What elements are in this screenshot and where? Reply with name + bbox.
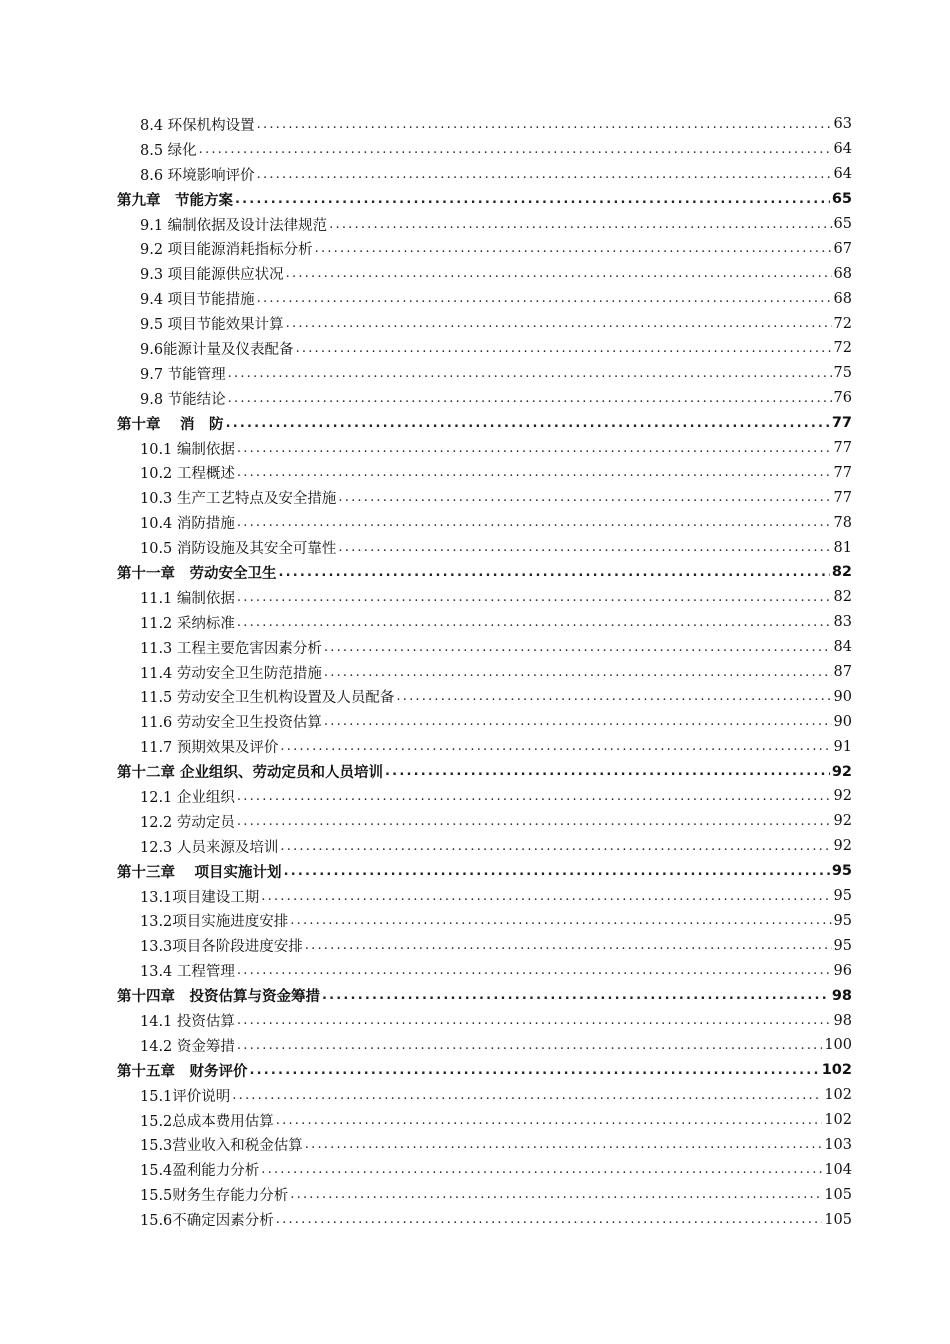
toc-entry-title: 15.5财务生存能力分析 [140,1188,289,1205]
toc-entry-title: 12.2 劳动定员 [140,814,235,831]
toc-entry-page-number: 72 [833,315,852,332]
dot-leader [396,689,831,704]
toc-entry-title: 第十一章 劳动安全卫生 [117,565,277,582]
toc-entry-page-number: 64 [833,141,852,158]
toc-entry-title: 10.3 生产工艺特点及安全措施 [140,491,337,508]
toc-entry-page-number: 77 [831,415,852,432]
dot-leader [226,416,830,431]
toc-entry-page-number: 102 [821,1062,852,1079]
toc-section-entry[interactable] [117,1207,852,1232]
toc-section-entry[interactable] [117,336,852,361]
dot-leader [235,192,830,207]
toc-entry-title: 9.8 节能结论 [140,391,226,408]
toc-entry-page-number: 92 [833,788,852,805]
toc-section-entry[interactable] [117,1083,852,1108]
toc-entry-page-number: 82 [833,589,852,606]
toc-entry-page-number: 87 [833,664,852,681]
toc-entry-title: 10.2 工程概述 [140,466,235,483]
toc-entry-page-number: 75 [833,365,852,382]
toc-chapter-entry[interactable] [117,983,852,1008]
dot-leader [329,217,831,232]
dot-leader [276,1212,823,1227]
dot-leader [338,540,831,555]
toc-entry-title: 11.2 采纳标准 [140,615,235,632]
dot-leader [324,640,832,655]
toc-entry-title: 12.3 人员来源及培训 [140,839,279,856]
toc-entry-page-number: 72 [833,340,852,357]
toc-section-entry[interactable] [117,884,852,909]
table-of-contents [117,112,852,1232]
toc-entry-page-number: 90 [833,713,852,730]
toc-section-entry[interactable] [117,212,852,237]
toc-entry-title: 9.3 项目能源供应状况 [140,267,284,284]
toc-entry-page-number: 77 [833,440,852,457]
toc-entry-page-number: 102 [824,1112,852,1129]
toc-entry-title: 9.7 节能管理 [140,366,226,383]
toc-section-entry[interactable] [117,1182,852,1207]
dot-leader [322,988,830,1003]
toc-section-entry[interactable] [117,1157,852,1182]
toc-entry-title: 9.2 项目能源消耗指标分析 [140,242,313,259]
toc-section-entry[interactable] [117,311,852,336]
toc-chapter-entry[interactable] [117,759,852,784]
toc-entry-title: 15.3营业收入和税金估算 [140,1138,303,1155]
toc-section-entry[interactable] [117,236,852,261]
toc-entry-page-number: 65 [831,191,852,208]
toc-entry-title: 14.1 投资估算 [140,1014,235,1030]
toc-entry-title: 11.4 劳动安全卫生防范措施 [140,665,322,682]
dot-leader [305,1137,823,1152]
toc-entry-title: 15.4盈利能力分析 [140,1163,260,1180]
toc-entry-title: 第十四章 投资估算与资金筹措 [117,989,320,1006]
toc-entry-page-number: 91 [833,738,852,755]
toc-entry-title: 第十章 消 防 [117,416,224,433]
toc-entry-title: 13.3项目各阶段进度安排 [140,939,303,956]
toc-entry-title: 9.6能源计量及仪表配备 [140,341,294,358]
toc-entry-title: 11.6 劳动安全卫生投资估算 [140,715,322,732]
dot-leader [296,341,832,356]
toc-entry-page-number: 98 [833,1012,852,1029]
toc-section-entry[interactable] [117,585,852,610]
toc-section-entry[interactable] [117,784,852,809]
toc-entry-title: 第十二章 企业组织、劳动定员和人员培训 [117,765,384,782]
toc-entry-page-number: 100 [824,1037,852,1054]
toc-section-entry[interactable] [117,112,852,137]
toc-entry-page-number: 95 [833,912,852,929]
dot-leader [284,864,830,879]
toc-entry-page-number: 83 [833,614,852,631]
dot-leader [261,1162,822,1177]
toc-section-entry[interactable] [117,610,852,635]
dot-leader [237,465,832,480]
dot-leader [237,441,832,456]
dot-leader [237,615,832,630]
toc-entry-title: 第九章 节能方案 [117,192,233,209]
toc-entry-page-number: 81 [833,539,852,556]
dot-leader [232,1088,822,1103]
toc-entry-page-number: 92 [831,763,852,780]
dot-leader [305,938,832,953]
toc-chapter-entry[interactable] [117,859,852,884]
dot-leader [257,291,832,306]
toc-entry-page-number: 105 [824,1186,852,1203]
toc-entry-title: 10.1 编制依据 [140,441,235,458]
dot-leader [280,739,831,754]
dot-leader [290,913,831,928]
toc-section-entry[interactable] [117,137,852,162]
dot-leader [385,764,830,779]
toc-entry-title: 11.7 预期效果及评价 [140,740,279,757]
toc-entry-page-number: 92 [833,838,852,855]
toc-entry-title: 9.1 编制依据及设计法律规范 [140,217,328,234]
toc-section-entry[interactable] [117,460,852,485]
toc-section-entry[interactable] [117,933,852,958]
toc-section-entry[interactable] [117,286,852,311]
dot-leader [338,490,831,505]
toc-section-entry[interactable] [117,436,852,461]
toc-entry-page-number: 95 [833,937,852,954]
toc-chapter-entry[interactable] [117,187,852,212]
toc-chapter-entry[interactable] [117,560,852,585]
toc-entry-page-number: 95 [831,863,852,880]
toc-entry-page-number: 77 [833,464,852,481]
toc-entry-page-number: 64 [833,166,852,183]
toc-entry-page-number: 63 [833,116,852,133]
toc-entry-title: 8.5 绿化 [140,142,197,159]
toc-section-entry[interactable] [117,386,852,411]
dot-leader [237,515,832,530]
toc-entry-page-number: 98 [831,987,852,1004]
toc-section-entry[interactable] [117,635,852,660]
toc-entry-title: 15.1评价说明 [140,1088,231,1105]
toc-entry-title: 13.2项目实施进度安排 [140,914,289,931]
toc-section-entry[interactable] [117,958,852,983]
toc-entry-page-number: 68 [833,290,852,307]
dot-leader [276,1113,823,1128]
toc-entry-title: 9.5 项目节能效果计算 [140,317,284,334]
dot-leader [286,266,832,281]
toc-entry-title: 11.3 工程主要危害因素分析 [140,640,322,657]
toc-section-entry[interactable] [117,1108,852,1133]
toc-entry-title: 10.5 消防设施及其安全可靠性 [140,541,337,558]
toc-entry-page-number: 65 [833,216,852,232]
toc-section-entry[interactable] [117,1008,852,1033]
toc-section-entry[interactable] [117,361,852,386]
dot-leader [237,814,832,829]
dot-leader [257,117,832,132]
toc-section-entry[interactable] [117,261,852,286]
dot-leader [237,1013,832,1028]
toc-entry-title: 9.4 项目节能措施 [140,292,255,309]
toc-section-entry[interactable] [117,1033,852,1058]
dot-leader [228,391,832,406]
dot-leader [279,565,830,580]
toc-chapter-entry[interactable] [117,1058,852,1083]
toc-entry-page-number: 84 [833,639,852,656]
toc-entry-title: 12.1 企业组织 [140,789,235,806]
toc-section-entry[interactable] [117,660,852,685]
dot-leader [324,714,832,729]
toc-section-entry[interactable] [117,834,852,859]
toc-entry-page-number: 68 [833,265,852,282]
dot-leader [290,1187,822,1202]
toc-entry-page-number: 90 [833,688,852,705]
dot-leader [228,366,832,381]
toc-entry-title: 8.4 环保机构设置 [140,117,255,134]
toc-section-entry[interactable] [117,809,852,834]
toc-entry-title: 11.1 编制依据 [140,590,235,607]
dot-leader [237,590,832,605]
toc-section-entry[interactable] [117,510,852,535]
toc-entry-title: 第十三章 项目实施计划 [117,864,282,881]
toc-entry-title: 11.5 劳动安全卫生机构设置及人员配备 [140,690,395,707]
dot-leader [199,142,832,157]
toc-entry-title: 13.4 工程管理 [140,964,235,981]
toc-section-entry[interactable] [117,1133,852,1158]
toc-entry-page-number: 67 [833,240,852,257]
dot-leader [280,839,831,854]
toc-entry-page-number: 102 [824,1087,852,1104]
toc-section-entry[interactable] [117,162,852,187]
toc-entry-title: 8.6 环境影响评价 [140,167,255,184]
dot-leader [286,316,832,331]
toc-entry-title: 10.4 消防措施 [140,516,235,533]
toc-entry-page-number: 78 [833,514,852,531]
toc-entry-page-number: 82 [831,564,852,581]
toc-section-entry[interactable] [117,909,852,934]
dot-leader [237,789,832,804]
dot-leader [315,241,832,256]
toc-entry-page-number: 92 [833,813,852,830]
toc-entry-page-number: 77 [833,489,852,506]
toc-entry-title: 14.2 资金筹措 [140,1038,235,1055]
toc-entry-page-number: 105 [824,1211,852,1228]
toc-entry-title: 第十五章 财务评价 [117,1063,248,1080]
toc-section-entry[interactable] [117,734,852,759]
dot-leader [324,665,832,680]
toc-entry-page-number: 96 [833,962,852,979]
toc-section-entry[interactable] [117,535,852,560]
toc-section-entry[interactable] [117,684,852,709]
toc-entry-page-number: 76 [833,390,852,407]
toc-section-entry[interactable] [117,485,852,510]
dot-leader [237,963,832,978]
toc-entry-page-number: 95 [833,888,852,905]
dot-leader [261,889,831,904]
toc-entry-title: 15.2总成本费用估算 [140,1113,274,1130]
toc-entry-title: 13.1项目建设工期 [140,889,260,906]
toc-entry-page-number: 104 [824,1161,852,1178]
toc-chapter-entry[interactable] [117,411,852,436]
dot-leader [237,1038,822,1053]
toc-section-entry[interactable] [117,709,852,734]
dot-leader [257,167,832,182]
dot-leader [250,1063,820,1078]
toc-entry-page-number: 103 [824,1136,852,1153]
toc-entry-title: 15.6不确定因素分析 [140,1213,274,1230]
